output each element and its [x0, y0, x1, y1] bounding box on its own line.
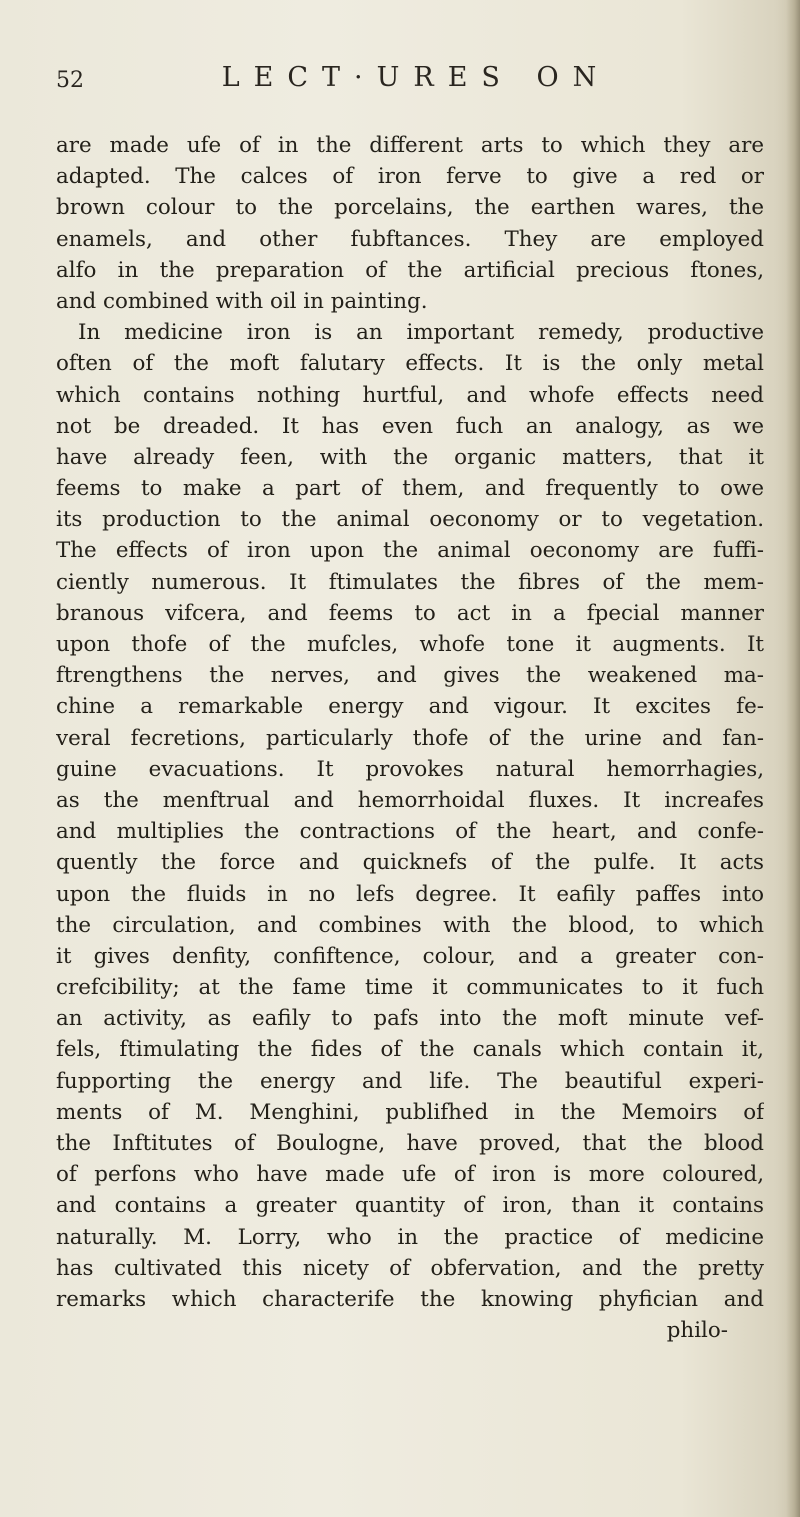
- text-line: which contains nothing hurtful, and whofe effects need: [56, 382, 764, 408]
- text-line: guine evacuations. It provokes natural hemorrhagies,: [56, 756, 764, 782]
- text-line: upon thofe of the mufcles, whofe tone it augments. It: [56, 632, 764, 657]
- text-line: often of the moft falutary effects. It is the only metal: [56, 351, 764, 377]
- text-line: naturally. M. Lorry, who in the practice of medicine: [56, 1224, 764, 1250]
- text-line: ments of M. Menghini, publifhed in the Memoirs of: [56, 1099, 764, 1125]
- text-line: adapted. The calces of iron ferve to give a red or: [56, 164, 764, 190]
- running-head: LECT·URES ON: [221, 62, 611, 93]
- body-text: [56, 130, 764, 1346]
- page-number: 52: [56, 68, 84, 93]
- text-line: not be dreaded. It has even fuch an analogy, as we: [56, 413, 764, 439]
- catchword: philo-: [666, 1318, 728, 1344]
- text-line: its production to the animal oeconomy or to vegetation.: [56, 507, 764, 533]
- text-line: remarks which characterife the knowing phyfician and: [56, 1286, 764, 1312]
- text-line: crefcibility; at the fame time it communicates to it fuch: [56, 975, 764, 1001]
- text-line: brown colour to the porcelains, the earthen wares, the: [56, 195, 764, 221]
- text-line: ciently numerous. It ftimulates the fibres of the mem-: [56, 569, 764, 595]
- text-line: branous vifcera, and feems to act in a fpecial manner: [56, 600, 764, 626]
- text-line: upon the fluids in no lefs degree. It eafily paffes into: [56, 881, 764, 907]
- text-line: alfo in the preparation of the artificial precious ftones,: [56, 257, 764, 283]
- text-line: as the menftrual and hemorrhoidal fluxes. It increafes: [56, 787, 764, 813]
- text-line: fels, ftimulating the fides of the canals which contain it,: [56, 1037, 764, 1063]
- text-line: In medicine iron is an important remedy, productive: [78, 320, 764, 346]
- text-line: enamels, and other fubftances. They are employed: [56, 226, 764, 252]
- text-line: of perfons who have made ufe of iron is more coloured,: [56, 1162, 764, 1188]
- text-line: ftrengthens the nerves, and gives the weakened ma-: [56, 663, 764, 689]
- text-line: and multiplies the contractions of the heart, and confe-: [56, 819, 764, 845]
- text-line: feems to make a part of them, and frequently to owe: [56, 476, 764, 502]
- text-line: veral fecretions, particularly thofe of the urine and fan-: [56, 725, 764, 751]
- page-header: [56, 62, 736, 102]
- text-line: an activity, as eafily to pafs into the moft minute vef-: [56, 1006, 764, 1032]
- text-line: chine a remarkable energy and vigour. It excites fe-: [56, 694, 764, 720]
- text-line: have already feen, with the organic matters, that it: [56, 444, 764, 470]
- text-line: and combined with oil in painting.: [56, 288, 428, 314]
- text-line: has cultivated this nicety of obfervation, and the pretty: [56, 1255, 764, 1281]
- text-line: the Inftitutes of Boulogne, have proved, that the blood: [56, 1131, 764, 1156]
- page-gutter-shadow: [786, 0, 800, 1517]
- text-line: it gives denfity, confiftence, colour, and a greater con-: [56, 943, 764, 969]
- text-line: the circulation, and combines with the blood, to which: [56, 912, 764, 938]
- text-line: fupporting the energy and life. The beautiful experi-: [56, 1068, 764, 1094]
- text-line: quently the force and quicknefs of the pulfe. It acts: [56, 850, 764, 876]
- text-line: are made ufe of in the different arts to which they are: [56, 133, 764, 158]
- text-line: The effects of iron upon the animal oeconomy are fuffi-: [56, 538, 764, 564]
- text-line: and contains a greater quantity of iron, than it contains: [56, 1193, 764, 1219]
